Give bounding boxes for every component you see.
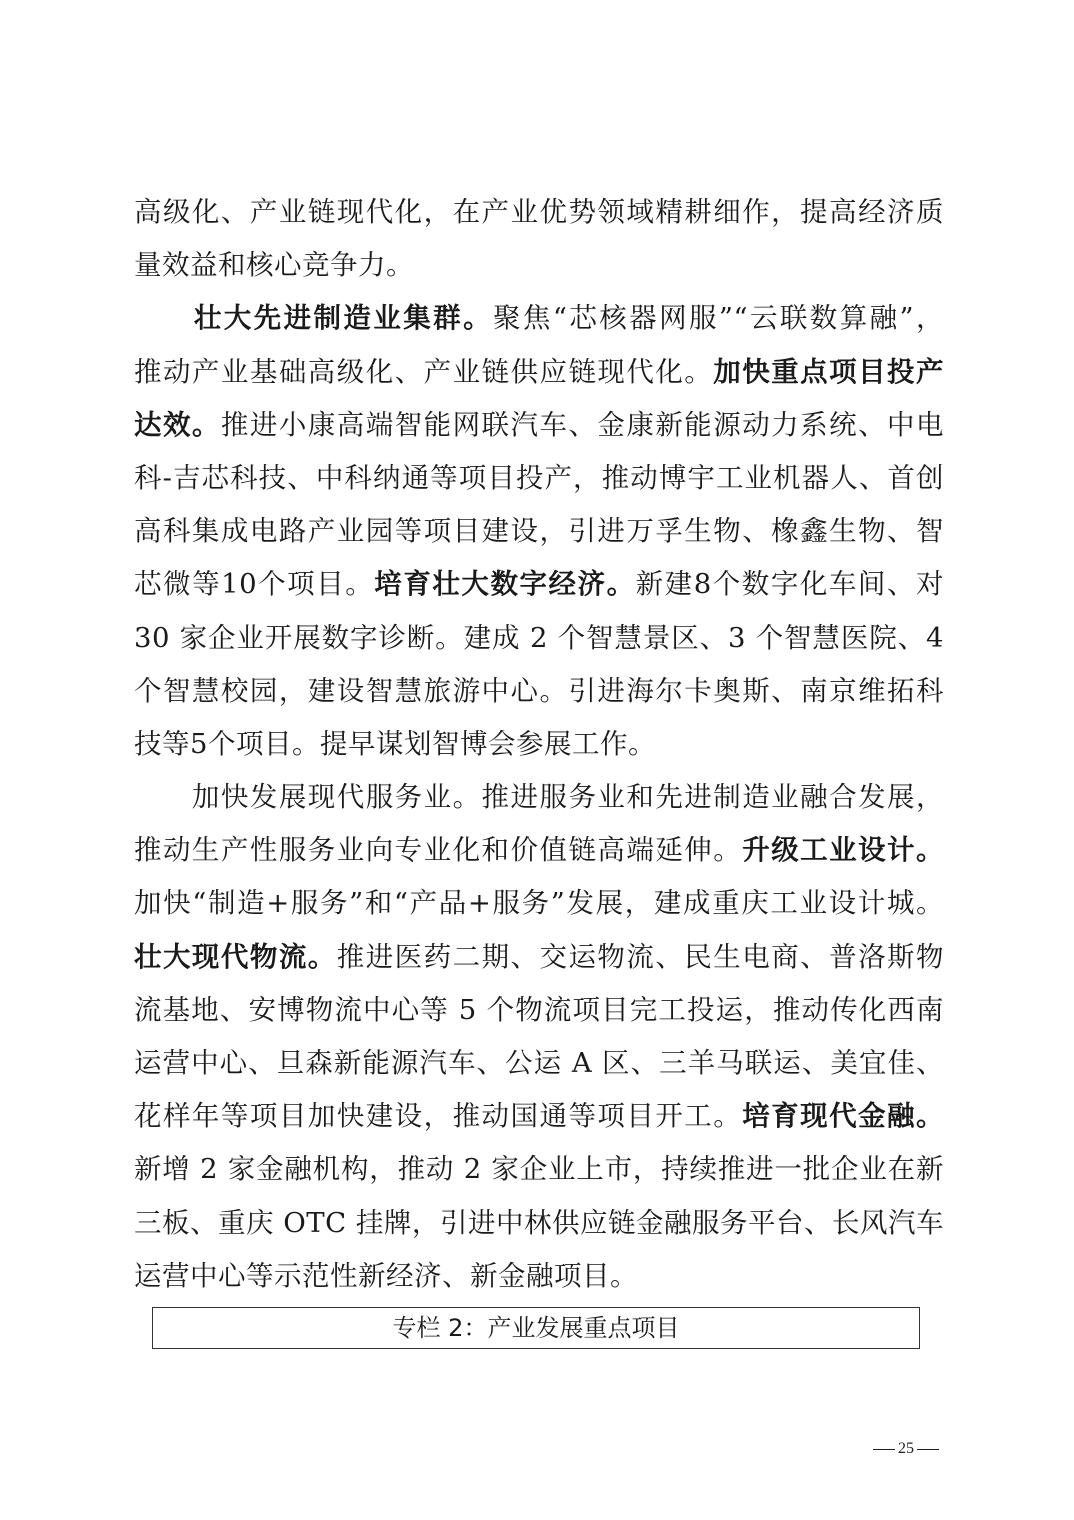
text-segment: 科-吉芯科技、中科纳通等项目投产，推动博宇工业机器人、首创 (134, 461, 944, 494)
dash-right (917, 1449, 939, 1450)
text-segment: 三板、重庆 OTC 挂牌，引进中林供应链金融服务平台、长风汽车 (134, 1206, 944, 1239)
text-line (134, 1250, 944, 1303)
text-segment: 花样年等项目加快建设，推动国通等项目开工。 (134, 1100, 743, 1133)
text-line (134, 824, 944, 877)
text-segment: 芯微等10个项目。 (134, 568, 375, 601)
text-line (134, 931, 944, 984)
bold-heading: 壮大先进制造业集群。 (193, 302, 494, 335)
text-segment: 高科集成电路产业园等项目建设，引进万孚生物、橡鑫生物、智 (134, 515, 944, 548)
text-line (134, 612, 944, 665)
text-segment: 高级化、产业链现代化，在产业优势领域精耕细作，提高经济质 (134, 196, 944, 228)
bold-heading: 壮大现代物流。 (134, 940, 337, 973)
text-line (134, 665, 944, 718)
text-segment: 推动产业基础高级化、产业链供应链现代化。 (134, 355, 714, 388)
text-segment: 推进医药二期、交运物流、民生电商、普洛斯物 (336, 940, 945, 973)
bold-heading: 培育壮大数字经济。 (374, 568, 636, 601)
body-text (134, 186, 944, 1303)
text-line (134, 984, 944, 1037)
text-segment: 30 家企业开展数字诊断。建成 2 个智慧景区、3 个智慧医院、4 (134, 621, 944, 654)
text-line (134, 239, 944, 292)
text-line (134, 1090, 944, 1143)
text-line (134, 771, 944, 824)
text-line (134, 1037, 944, 1090)
text-segment: 流基地、安博物流中心等 5 个物流项目完工投运，推动传化西南 (134, 993, 944, 1026)
text-segment: 新建8个数字化车间、对 (635, 568, 945, 601)
dash-left (873, 1449, 895, 1450)
text-line (134, 346, 944, 399)
page-number-value: 25 (898, 1440, 914, 1457)
page-number (866, 1438, 946, 1460)
text-segment: 技等5个项目。提早谋划智博会参展工作。 (134, 727, 656, 760)
column-box-title: 专栏 2：产业发展重点项目 (152, 1307, 920, 1349)
text-segment: 量效益和核心竞争力。 (134, 249, 414, 282)
text-line (134, 558, 944, 611)
text-line (134, 1197, 944, 1250)
text-line (134, 877, 944, 930)
text-segment: 推动生产性服务业向专业化和价值链高端延伸。 (134, 834, 743, 867)
bold-heading: 升级工业设计。 (742, 834, 945, 867)
text-line (134, 399, 944, 452)
text-segment: 加快发展现代服务业。推进服务业和先进制造业融合发展， (134, 781, 944, 814)
text-line (134, 718, 944, 771)
bold-heading: 加快重点项目投产 (713, 355, 945, 388)
text-segment: 推进小康高端智能网联汽车、金康新能源动力系统、中电 (220, 408, 944, 441)
text-segment: 新增 2 家金融机构，推动 2 家企业上市，持续推进一批企业在新 (134, 1153, 944, 1186)
text-segment: 聚焦“芯核器网服”“云联数算融”， (493, 302, 945, 335)
text-line (134, 1143, 944, 1196)
text-line (134, 505, 944, 558)
bold-heading: 达效。 (134, 408, 221, 441)
text-line (134, 292, 944, 345)
text-segment (134, 302, 194, 334)
text-segment: 运营中心等示范性新经济、新金融项目。 (134, 1259, 638, 1292)
text-line (134, 186, 944, 239)
text-segment: 加快“制造+服务”和“产品+服务”发展，建成重庆工业设计城。 (134, 887, 944, 920)
text-segment: 个智慧校园，建设智慧旅游中心。引进海尔卡奥斯、南京维拓科 (134, 674, 944, 707)
bold-heading: 培育现代金融。 (742, 1100, 945, 1133)
text-line (134, 452, 944, 505)
text-segment: 运营中心、旦森新能源汽车、公运 A 区、三羊马联运、美宜佳、 (134, 1047, 944, 1079)
